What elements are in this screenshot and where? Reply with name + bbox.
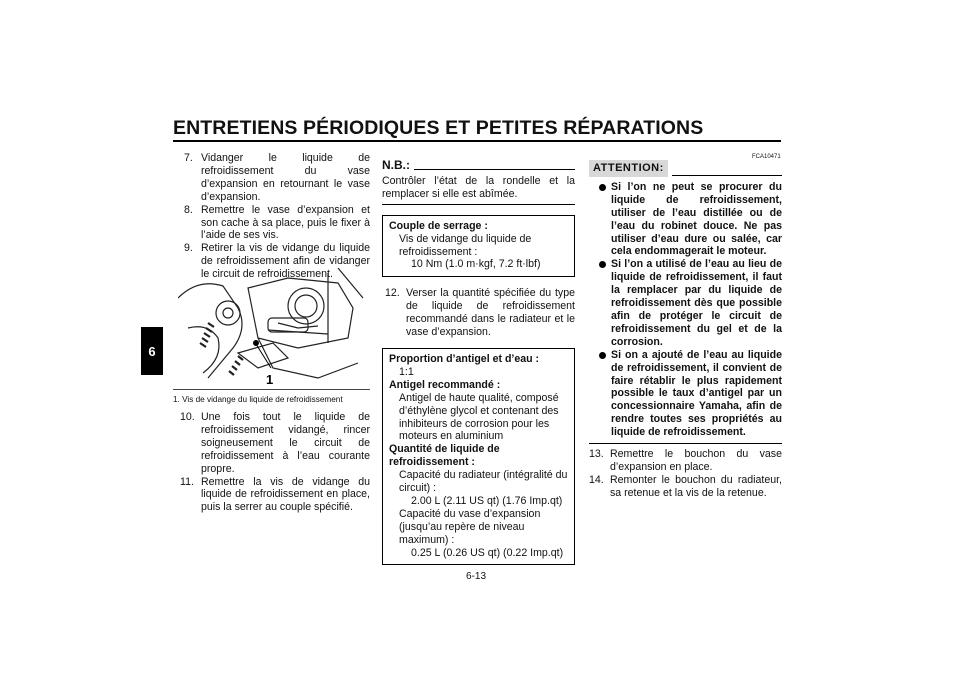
- page-number: 6-13: [466, 571, 487, 582]
- column-1-continued: [180, 411, 370, 514]
- caption-rule: [173, 389, 370, 390]
- step-9: 9. Retirer la vis de vidange du liquide de refroidissement afin de vidanger le circuit de refroidissement.: [184, 242, 370, 281]
- nb-heading: N.B.:: [382, 159, 575, 172]
- drain-bolt-figure: [178, 268, 368, 388]
- figure-callout-1: 1: [266, 372, 274, 387]
- torque-box: Couple de serrage : Vis de vidange du liquide de refroidissement : 10 Nm (1.0 m·kgf, 7.2 ft·lbf): [382, 215, 575, 278]
- column-3: [589, 160, 782, 500]
- step-14: 14. Remonter le bouchon du radiateur, sa retenue et la vis de la retenue.: [589, 473, 782, 499]
- title-rule: [173, 140, 781, 142]
- column-1: [184, 152, 370, 281]
- coolant-spec-box: Proportion d’antigel et d’eau : 1:1 Antigel recommandé : Antigel de haute qualité, composé d’éthylène glycol et contenant des inhibiteurs de corrosion pour les moteurs en aluminium Quantité de liquide de refroidissement : Capacité du radiateur (intégralité du circuit) : 2.00 L (2.11 US qt) (1.76 Imp.qt) Capacité du vase d’expansion (jusqu’au repère de niveau maximum) : 0.25 L (0.26 US qt) (0.22 Imp.qt): [382, 348, 575, 566]
- attention-bullets: [589, 181, 782, 439]
- chapter-tab: 6: [141, 327, 163, 375]
- attention-bullet: Si on a ajouté de l’eau au liquide de refroidissement, il convient de faire rétablir le plus rapidement possible le taux d’antigel par un concessionnaire Yamaha, afin de rendre toutes ses propriétés au liquide de refroidissement.: [597, 349, 782, 439]
- step-11: 11. Remettre la vis de vidange du liquide de refroidissement en place, puis la serrer au couple spécifié.: [180, 475, 370, 514]
- page-title: ENTRETIENS PÉRIODIQUES ET PETITES RÉPARATIONS: [173, 117, 704, 139]
- warning-code: FCA10471: [752, 154, 781, 160]
- step-12: 12. Verser la quantité spécifiée du type de liquide de refroidissement recommandé dans le radiateur et le vase d’expansion.: [385, 287, 575, 339]
- attention-heading: ATTENTION:: [589, 160, 782, 177]
- attention-bullet: Si l’on ne peut se procurer du liquide de refroidissement, utiliser de l’eau distillée ou de l’eau du robinet douce. Ne pas utiliser d’eau dure ou salée, car cela endommagerait le moteur.: [597, 181, 782, 258]
- nb-text: Contrôler l’état de la rondelle et la remplacer si elle est abîmée.: [382, 174, 575, 200]
- step-8: 8. Remettre le vase d’expansion et son cache à sa place, puis le fixer à l’aide de ses vis.: [184, 203, 370, 242]
- step-13: 13. Remettre le bouchon du vase d’expansion en place.: [589, 448, 782, 473]
- step-7: 7. Vidanger le liquide de refroidissement du vase d’expansion en retournant le vase d’expansion.: [184, 152, 370, 203]
- nb-rule: [382, 204, 575, 205]
- step-10: 10. Une fois tout le liquide de refroidissement vidangé, rincer soigneusement le circuit de refroidissement à l’eau courante propre.: [180, 411, 370, 475]
- figure-caption: 1. Vis de vidange du liquide de refroidissement: [173, 395, 343, 404]
- attention-rule: [589, 443, 782, 444]
- attention-bullet: Si l’on a utilisé de l’eau au lieu de liquide de refroidissement, il faut la remplacer par du liquide de refroidissement dès que possible afin de protéger le circuit de refroidissement du gel et de la corrosion.: [597, 258, 782, 348]
- column-2: [382, 159, 575, 565]
